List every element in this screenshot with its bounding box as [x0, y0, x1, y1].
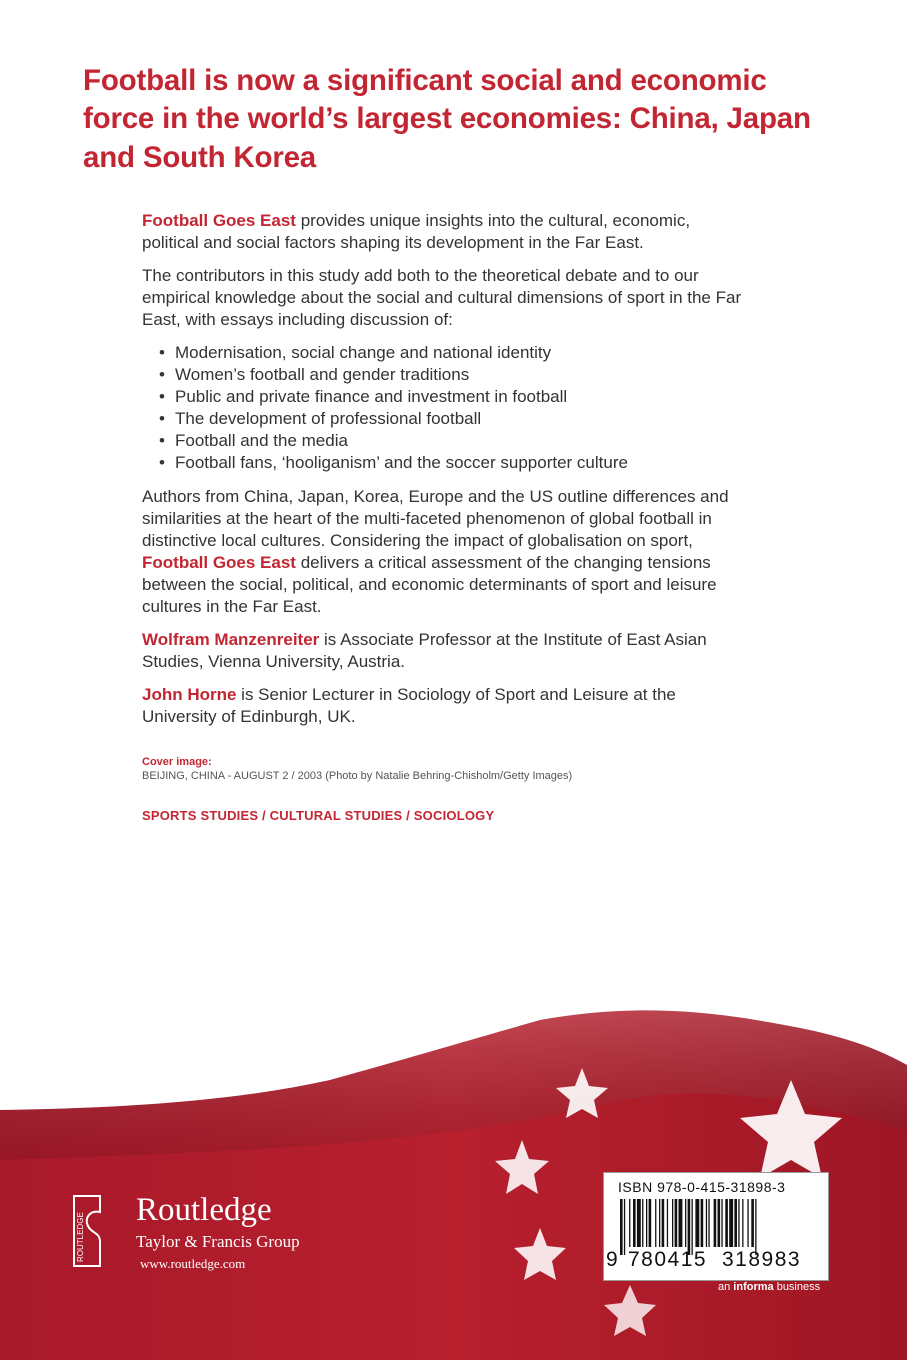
intro-text: provides unique insights into the cultural, economic, political and social factors shaping its development in the Far East.	[142, 211, 691, 252]
authors-paragraph	[142, 486, 742, 618]
barcode-bar	[692, 1199, 693, 1255]
headline: Football is now a significant social and economic force in the world’s largest economies: China, Japan and South Korea	[83, 64, 811, 174]
barcode-bar	[679, 1199, 683, 1247]
barcode-bar	[695, 1199, 699, 1247]
bio-text: is Associate Professor at the Institute of East Asian Studies, Vienna University, Austria.	[142, 630, 707, 671]
barcode-bar	[738, 1199, 739, 1247]
barcode-bar	[637, 1199, 641, 1247]
barcode-bar	[629, 1199, 630, 1247]
barcode-bar	[649, 1199, 652, 1247]
subject-categories: SPORTS STUDIES / CULTURAL STUDIES / SOCIOLOGY	[142, 808, 495, 823]
barcode-bar	[714, 1199, 717, 1247]
book-title: Football Goes East	[142, 553, 296, 572]
barcode-bar	[706, 1199, 707, 1247]
cover-credit	[142, 755, 572, 783]
list-item: • The development of professional football	[159, 408, 742, 430]
barcode-bar	[734, 1199, 737, 1247]
informa-suffix: business	[773, 1281, 821, 1293]
barcode-bar	[688, 1199, 691, 1255]
barcode-bar	[755, 1199, 756, 1255]
author-name: John Horne	[142, 685, 237, 704]
barcode-bar	[751, 1199, 754, 1247]
publisher-group: Taylor & Francis Group	[136, 1232, 300, 1251]
isbn-label: ISBN 978-0-415-31898-3	[618, 1179, 786, 1195]
barcode-bar	[721, 1199, 722, 1247]
authors-text-1: Authors from China, Japan, Korea, Europe and the US outline differences and similarities at the heart of the multi-faceted phenomenon of global football in distinctive local cultures. Considering the impact of globalisation on sport,	[142, 487, 729, 550]
barcode-bar	[708, 1199, 709, 1247]
bio-paragraph	[142, 629, 742, 673]
barcode-bar	[718, 1199, 721, 1247]
list-item: • Football fans, ‘hooliganism’ and the soccer supporter culture	[159, 452, 742, 474]
list-item: • Modernisation, social change and national identity	[159, 342, 742, 364]
logo-mark-text: ROUTLEDGE	[76, 1212, 85, 1262]
barcode-bar	[624, 1199, 625, 1255]
list-item: • Football and the media	[159, 430, 742, 452]
blurb	[142, 210, 742, 739]
bio-paragraph	[142, 684, 742, 728]
barcode-bar	[659, 1199, 660, 1247]
barcode-bar	[685, 1199, 686, 1247]
barcode-bar	[675, 1199, 678, 1247]
bio-text: is Senior Lecturer in Sociology of Sport and Leisure at the University of Edinburgh, UK.	[142, 685, 676, 726]
list-item: • Women’s football and gender traditions	[159, 364, 742, 386]
barcode-bar	[742, 1199, 743, 1247]
contributors-paragraph: The contributors in this study add both to the theoretical debate and to our empirical knowledge about the social and cultural dimensions of sport in the Far East, with essays including discussion of:	[142, 266, 742, 329]
informa-tagline	[718, 1281, 820, 1293]
barcode-bar	[725, 1199, 728, 1247]
isbn-digits-right: 318983	[722, 1248, 802, 1271]
publisher-url: www.routledge.com	[140, 1256, 246, 1271]
barcode-bar	[667, 1199, 668, 1247]
publisher-name: Routledge	[136, 1192, 272, 1228]
list-item: • Public and private finance and investment in football	[159, 386, 742, 408]
informa-brand: informa	[733, 1281, 774, 1293]
barcode-bar	[672, 1199, 673, 1247]
cover-credit-label: Cover image:	[142, 756, 212, 768]
intro-paragraph	[142, 210, 742, 254]
isbn-digits-left: 780415	[628, 1248, 708, 1271]
book-title: Football Goes East	[142, 211, 296, 230]
cover-credit-text: BEIJING, CHINA - AUGUST 2 / 2003 (Photo by Natalie Behring-Chisholm/Getty Images)	[142, 770, 573, 782]
informa-prefix: an	[718, 1281, 734, 1293]
barcode	[616, 1199, 816, 1255]
barcode-bar	[662, 1199, 665, 1247]
author-name: Wolfram Manzenreiter	[142, 630, 320, 649]
barcode-bar	[701, 1199, 704, 1247]
barcode-bar	[642, 1199, 643, 1247]
isbn-digit-first: 9	[606, 1248, 618, 1271]
routledge-logo-icon	[70, 1192, 104, 1270]
barcode-bar	[747, 1199, 748, 1247]
barcode-bar	[633, 1199, 636, 1247]
barcode-bar	[729, 1199, 733, 1247]
barcode-bar	[646, 1199, 647, 1247]
barcode-box	[603, 1172, 829, 1281]
authors-text-2: delivers a critical assessment of the changing tensions between the social, political, and economic determinants of sport and leisure cultures in the Far East.	[142, 553, 717, 616]
barcode-bar	[655, 1199, 656, 1247]
barcode-bar	[620, 1199, 623, 1255]
topics-list	[142, 342, 742, 474]
